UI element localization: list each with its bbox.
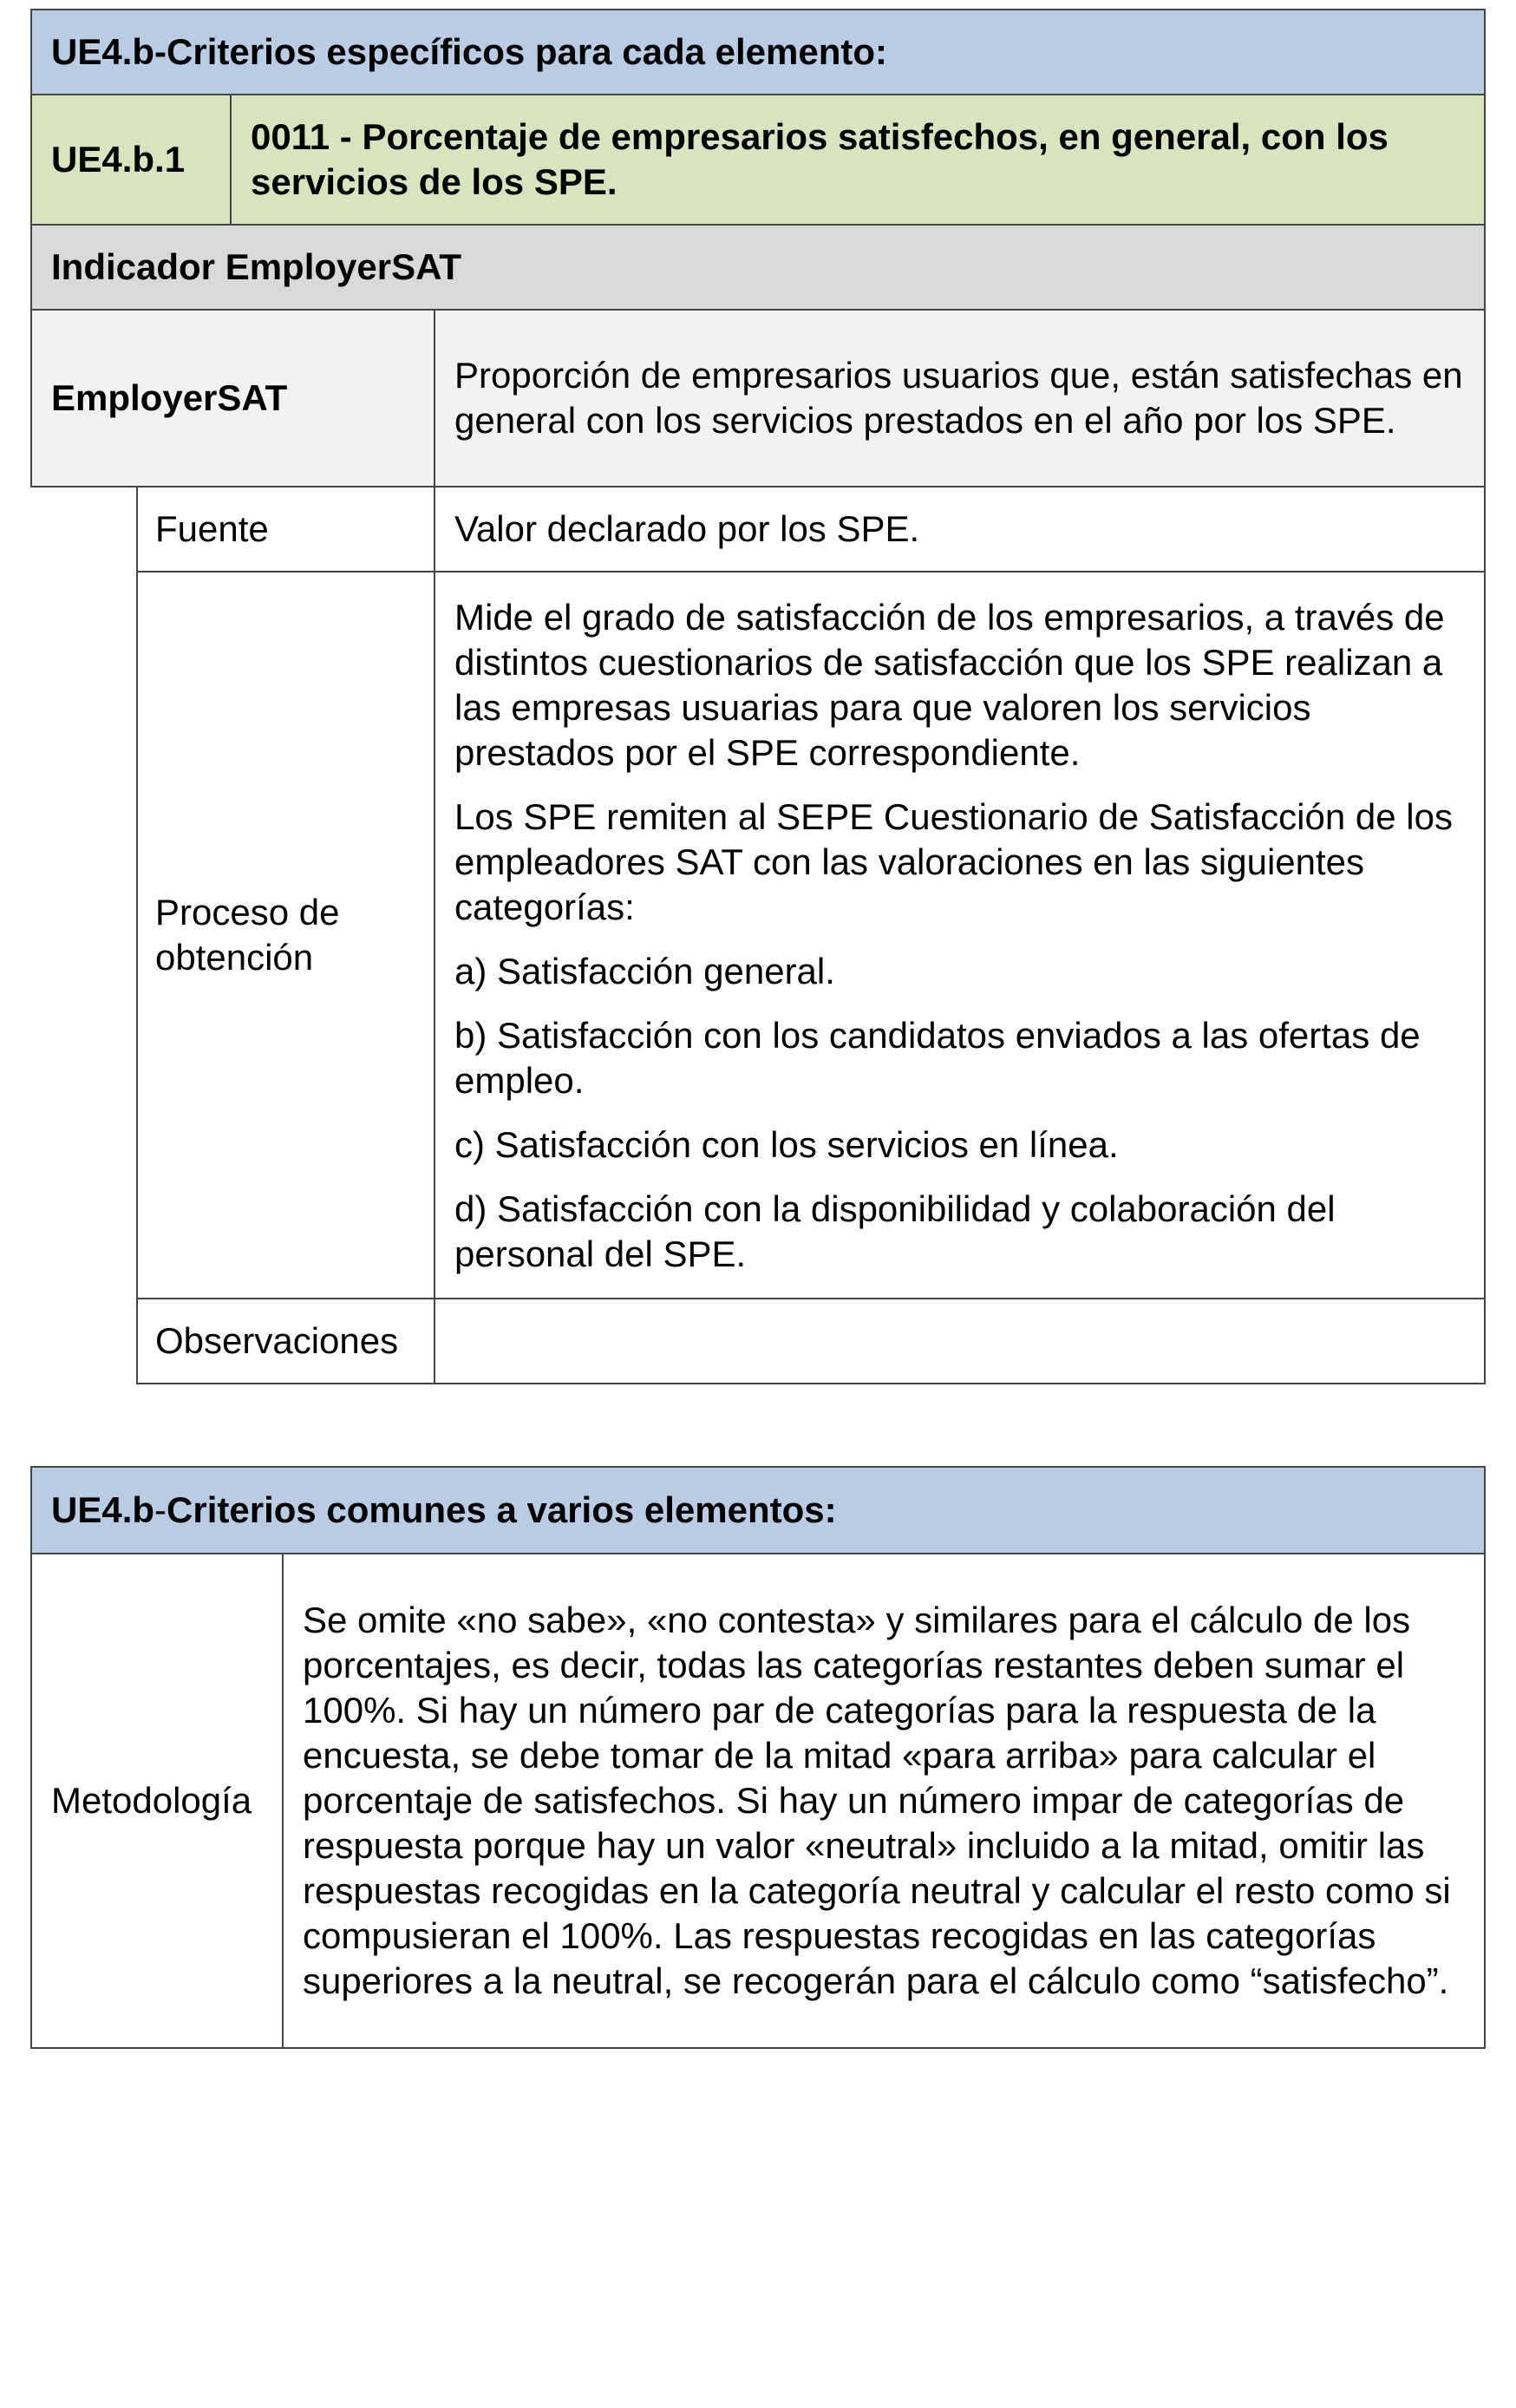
indicator-name: EmployerSAT — [51, 377, 288, 418]
metodologia-label-cell — [30, 1553, 284, 2049]
table1-header-code: UE4.b — [51, 31, 155, 72]
fuente-value: Valor declarado por los SPE. — [454, 508, 920, 549]
criterios-comunes-table — [0, 1466, 1516, 2056]
indicator-name-cell — [30, 309, 435, 487]
indicator-heading-cell — [30, 224, 1486, 311]
observaciones-value-cell — [434, 1298, 1486, 1384]
indicator-description: Proporción de empresarios usuarios que, están satisfechas en general con los servicios prestados en el año por los SPE. — [454, 355, 1463, 441]
element-code-cell — [30, 94, 232, 226]
proceso-paragraph: Los SPE remiten al SEPE Cuestionario de Satisfacción de los empleadores SAT con las valoraciones en las siguientes categorías: — [454, 796, 1453, 927]
table2-header-title: Criterios comunes a varios elementos: — [167, 1489, 837, 1530]
indicator-desc-cell — [434, 309, 1486, 487]
proceso-value-cell — [434, 571, 1486, 1299]
element-code: UE4.b.1 — [51, 139, 186, 180]
metodologia-value-cell — [282, 1553, 1486, 2049]
metodologia-value: Se omite «no sabe», «no contesta» y similares para el cálculo de los porcentajes, es decir, todas las categorías restantes deben sumar el 100%. Si hay un número par de categorías para la respuesta de la encuesta, se debe tomar de la mitad «para arriba» para calcular el porcentaje de satisfechos. Si hay un número impar de categorías de respuesta porque hay un valor «neutral» incluido a la mitad, omitir las respuestas recogidas en la categoría neutral y calcular el resto como si compusieran el 100%. Las respuestas recogidas en las categorías superiores a la neutral, se recogerán para el cálculo como “satisfecho”. — [303, 1600, 1451, 2001]
fuente-value-cell — [434, 486, 1486, 573]
fuente-label: Fuente — [155, 508, 269, 549]
table2-header-sep: - — [154, 1489, 167, 1530]
proceso-label: Proceso de obtención — [155, 892, 340, 978]
observaciones-label-cell — [136, 1298, 435, 1384]
table2-header — [30, 1466, 1486, 1554]
fuente-label-cell — [136, 486, 435, 573]
element-title: 0011 - Porcentaje de empresarios satisfechos, en general, con los servicios de los SPE. — [251, 116, 1389, 202]
element-title-cell — [230, 94, 1486, 226]
table1-header-title: Criterios específicos para cada elemento: — [167, 31, 888, 72]
proceso-label-cell — [136, 571, 435, 1299]
proceso-paragraph: Mide el grado de satisfacción de los empresarios, a través de distintos cuestionarios de satisfacción que los SPE realizan a las empresas usuarias para que valoren los servicios prestados por el SPE correspondiente. — [454, 597, 1445, 773]
table1-header-sep: - — [154, 31, 167, 72]
observaciones-label: Observaciones — [155, 1320, 399, 1361]
proceso-category-a: a) Satisfacción general. — [454, 951, 835, 991]
proceso-category-b: b) Satisfacción con los candidatos enviados a las ofertas de empleo. — [454, 1015, 1421, 1101]
proceso-category-d: d) Satisfacción con la disponibilidad y colaboración del personal del SPE. — [454, 1188, 1336, 1274]
table1-header — [30, 9, 1486, 95]
proceso-category-c: c) Satisfacción con los servicios en línea. — [454, 1124, 1119, 1165]
metodologia-label: Metodología — [51, 1780, 252, 1821]
indicator-heading: Indicador EmployerSAT — [51, 246, 461, 287]
table2-header-code: UE4.b — [51, 1489, 155, 1530]
